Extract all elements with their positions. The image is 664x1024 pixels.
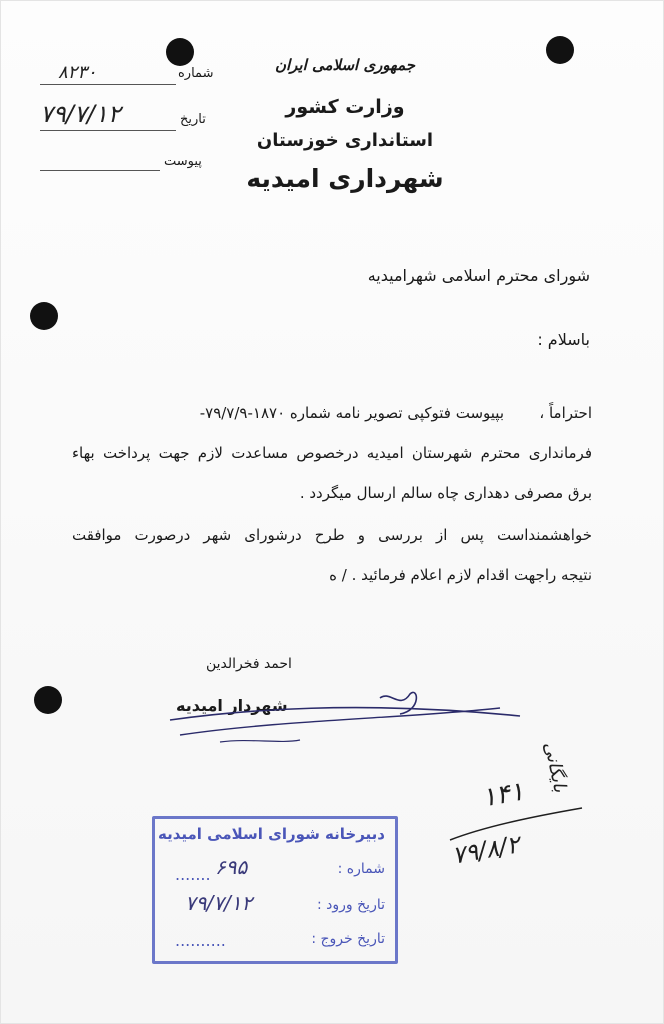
stamp-exit-label: تاریخ خروج : (311, 931, 385, 947)
binder-hole-bottom (34, 686, 62, 714)
handwritten-date: ۷۹/۸/۲ (450, 830, 522, 870)
stamp-entry-label: تاریخ ورود : (317, 897, 385, 913)
ministry-title: وزارت کشور (285, 96, 405, 118)
date-value: ۷۹/۷/۱۲ (40, 100, 121, 128)
number-label: شماره (178, 66, 214, 81)
handwritten-note: بایگانی (539, 740, 571, 795)
body-line2: فرمانداری محترم شهرستان امیدیه درخصوص مساعدت لازم جهت پرداخت بهاء (72, 444, 592, 462)
governorate-title: استانداری خوزستان (256, 130, 434, 151)
signature-scribble (160, 680, 540, 760)
stamp-entry-value: ۷۹/۷/۱۲ (185, 891, 253, 915)
salutation: باسلام : (537, 330, 590, 349)
number-line (40, 84, 176, 85)
stamp-dots-1: ....... (175, 865, 211, 884)
stamp-number-label: شماره : (337, 861, 385, 877)
attachment-line (40, 170, 160, 171)
number-value: ۸۲۳۰ (58, 62, 97, 83)
date-label: تاریخ (180, 112, 206, 127)
body-line3: برق مصرفی دهداری چاه سالم ارسال میگردد . (299, 484, 592, 502)
stamp-number-value: ۶۹۵ (215, 855, 248, 879)
republic-title: جمهوری اسلامی ایران (274, 56, 416, 74)
body-line1-start: احتراماً ، (539, 404, 592, 422)
recipient-line: شورای محترم اسلامی شهرامیدیه (367, 266, 590, 285)
handwritten-number: ۱۴۱ (479, 776, 527, 814)
attachment-label: پیوست (164, 154, 202, 169)
receipt-stamp (152, 816, 398, 964)
body-line5: نتیجه راجهت اقدام لازم اعلام فرمائید . / ه (329, 566, 592, 584)
binder-hole-top-left (166, 38, 194, 66)
binder-hole-top-right (546, 36, 574, 64)
stamp-title: دبیرخانه شورای اسلامی امیدیه (158, 825, 385, 843)
stamp-dots-2: .......... (175, 931, 226, 950)
signer-name: احمد فخرالدین (206, 656, 292, 672)
body-line1-rest: بپیوست فتوکپی تصویر نامه شماره ۱۸۷۰-۷۹/۷/۹- (199, 404, 504, 422)
signer-title: شهردار امیدیه (176, 696, 288, 715)
binder-hole-mid (30, 302, 58, 330)
date-line (40, 130, 176, 131)
body-line4: خواهشمنداست پس از بررسی و طرح درشورای شهر درصورت موافقت (72, 526, 592, 544)
municipality-title: شهرداری امیدیه (246, 164, 444, 193)
